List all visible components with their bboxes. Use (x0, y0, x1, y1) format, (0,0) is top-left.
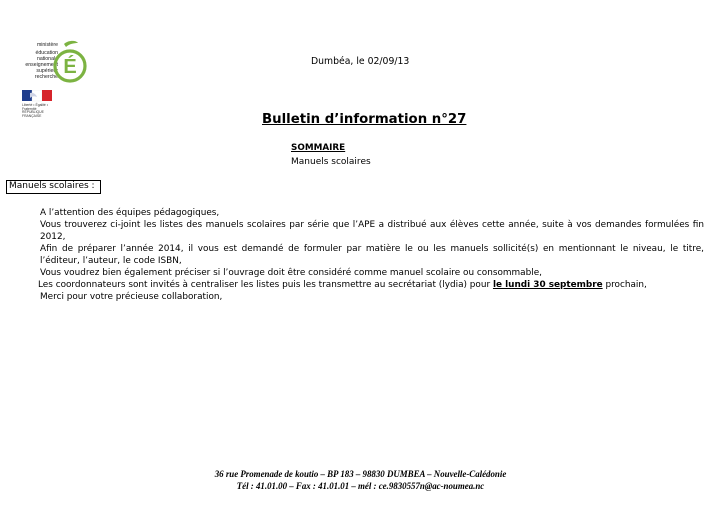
education-e-logo-icon (50, 40, 90, 86)
section-label: Manuels scolaires : (6, 180, 101, 194)
logo-line: éducation (35, 50, 58, 56)
logo-line: recherche (34, 74, 58, 80)
paragraph: Afin de préparer l’année 2014, il vous est demandé de formuler par matière le ou les manuels sollicité(s) en mentionnant le niveau, le titre, l’éditeur, l’auteur, le code ISBN, (40, 244, 704, 266)
paragraph: Vous voudrez bien également préciser si l’ouvrage doit être considéré comme manuel scolaire ou consommable, (40, 268, 542, 278)
logo-line: nationale (36, 56, 58, 62)
summary-item: Manuels scolaires (291, 157, 371, 167)
summary-heading: SOMMAIRE (291, 143, 346, 153)
republique-francaise-text: Liberté • Égalité • Fraternité RÉPUBLIQUE FRANÇAISE (22, 103, 48, 118)
footer-address: 36 rue Promenade de koutio – BP 183 – 98830 DUMBEA – Nouvelle-Calédonie (214, 469, 507, 479)
section-body (40, 207, 704, 303)
footer (0, 468, 721, 492)
paragraph-text: prochain, (602, 280, 647, 290)
closing-paragraph: Merci pour votre précieuse collaboration, (40, 292, 223, 302)
paragraph: A l’attention des équipes pédagogiques, (40, 208, 220, 218)
ministry-logo (14, 40, 86, 118)
logo-line: supérieur (36, 68, 58, 74)
logo-line: ministère (36, 42, 58, 48)
bulletin-title: Bulletin d’information n°27 (262, 112, 467, 127)
paragraph-text: Les coordonnateurs sont invités à centraliser les listes puis les transmettre au secrétariat (lydia) pour (38, 280, 493, 290)
coordinators-paragraph (38, 279, 704, 291)
footer-contact: Tél : 41.01.00 – Fax : 41.01.01 – mél : ce.9830557n@ac-noumea.nc (236, 481, 485, 491)
deadline: le lundi 30 septembre (492, 280, 603, 290)
document-date: Dumbéa, le 02/09/13 (311, 56, 410, 67)
logo-letter: É (63, 56, 77, 78)
paragraph: Vous trouverez ci-joint les listes des manuels scolaires par série que l’APE a distribué aux élèves cette année, suite à vos demandes formulées fin 2012, (40, 220, 704, 242)
logo-line: enseignement (25, 62, 58, 68)
